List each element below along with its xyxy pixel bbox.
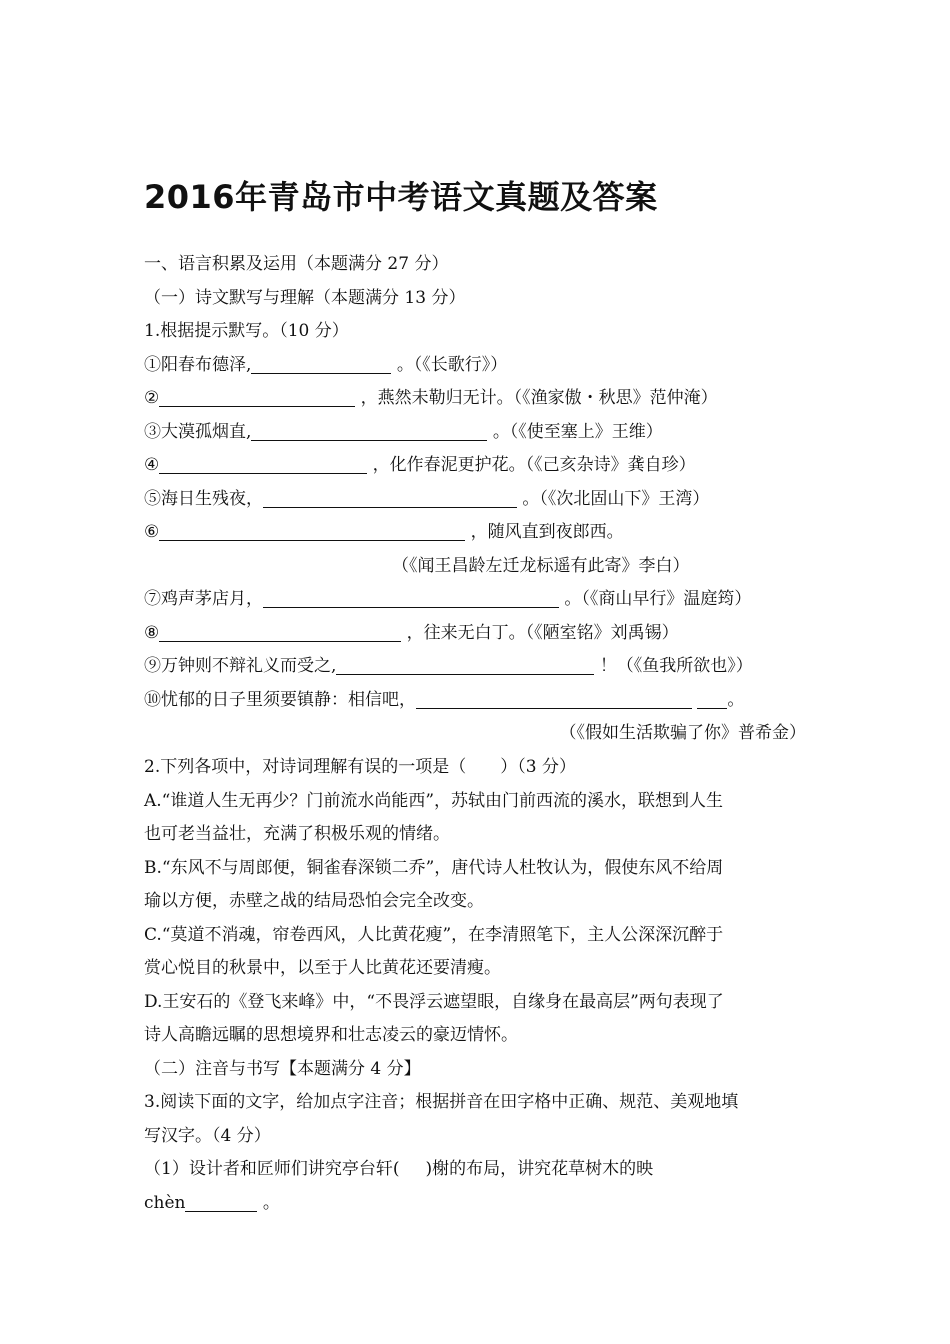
answer-blank[interactable]: [251, 422, 487, 441]
question-3-stem-line2: 写汉字。（4 分）: [144, 1126, 271, 1146]
item-text: ①阳春布德泽,: [144, 355, 252, 375]
answer-blank[interactable]: [159, 623, 401, 642]
item-text: ⑨万钟则不辩礼义而受之,: [144, 656, 337, 676]
item-text: ②: [144, 388, 160, 408]
option-a-line2: 也可老当益壮，充满了积极乐观的情绪。: [144, 824, 450, 844]
item-text: ④: [144, 455, 160, 475]
item-source: 。（《商山早行》温庭筠）: [564, 589, 752, 609]
option-a-line1: A.“谁道人生无再少？门前流水尚能西”，苏轼由门前西流的溪水，联想到人生: [144, 791, 724, 811]
answer-blank[interactable]: [336, 656, 594, 675]
item-source: ，化作春泥更护花。（《己亥杂诗》龚自珍）: [372, 455, 696, 475]
answer-blank[interactable]: [159, 388, 355, 407]
item-punctuation: 。: [727, 690, 745, 710]
option-b-line2: 瑜以方便，赤壁之战的结局恐怕会完全改变。: [144, 891, 484, 911]
dictation-item-5: [144, 487, 709, 511]
option-d-line2: 诗人高瞻远瞩的思想境界和壮志凌云的豪迈情怀。: [144, 1025, 518, 1045]
item-source: ，燕然未勒归无计。（《渔家傲・秋思》范仲淹）: [360, 388, 718, 408]
answer-blank[interactable]: [416, 690, 692, 709]
dictation-item-1: [144, 353, 507, 377]
passage-punctuation: 。: [262, 1193, 280, 1213]
dictation-item-2: [144, 386, 718, 410]
dictation-item-6-source: （《闻王昌龄左迁龙标遥有此寄》李白）: [392, 556, 690, 576]
answer-blank[interactable]: [263, 489, 517, 508]
item-source: ！（《鱼我所欲也》）: [599, 656, 753, 676]
passage-text: )榭的布局，讲究花草树木的映: [425, 1159, 654, 1179]
option-c-line1: C.“莫道不消魂，帘卷西风，人比黄花瘦”，在李清照笔下，主人公深深沉醉于: [144, 925, 724, 945]
item-text: ⑧: [144, 623, 160, 643]
dictation-item-10: [144, 688, 744, 712]
subsection-heading: （一）诗文默写与理解（本题满分 13 分）: [144, 288, 466, 308]
question-1-stem: 1.根据提示默写。（10 分）: [144, 321, 349, 341]
answer-blank[interactable]: [263, 589, 559, 608]
dictation-item-10-source: （《假如生活欺骗了你》普希金）: [559, 723, 806, 743]
item-source: 。（《使至塞上》王维）: [492, 422, 663, 442]
item-text: ⑩忧郁的日子里须要镇静：相信吧，: [144, 690, 416, 710]
answer-blank[interactable]: [185, 1193, 257, 1212]
pinyin-prompt: chèn: [144, 1193, 186, 1213]
dictation-item-4: [144, 453, 696, 477]
dictation-item-7: [144, 587, 751, 611]
dictation-item-3: [144, 420, 663, 444]
question-3-stem-line1: 3.阅读下面的文字，给加点字注音；根据拼音在田字格中正确、规范、美观地填: [144, 1092, 739, 1112]
option-c-line2: 赏心悦目的秋景中，以至于人比黄花还要清瘦。: [144, 958, 501, 978]
answer-blank[interactable]: [159, 522, 465, 541]
dictation-item-8: [144, 621, 679, 645]
item-text-after: ，随风直到夜郎西。: [470, 522, 624, 542]
dictation-item-6: [144, 520, 624, 544]
item-source: 。（《长歌行》）: [396, 355, 508, 375]
question-3-passage-line2: [144, 1191, 280, 1215]
answer-blank[interactable]: [159, 455, 367, 474]
item-text: ⑥: [144, 522, 160, 542]
passage-text: （1）设计者和匠师们讲究亭台轩(: [144, 1159, 400, 1179]
answer-blank[interactable]: [251, 355, 391, 374]
item-text: ⑦鸡声茅店月，: [144, 589, 263, 609]
item-source: ，往来无白丁。（《陋室铭》刘禹锡）: [406, 623, 679, 643]
question-3-passage-line1: [144, 1157, 653, 1181]
item-text: ③大漠孤烟直,: [144, 422, 252, 442]
dictation-item-9: [144, 654, 753, 678]
section-heading: 一、语言积累及运用（本题满分 27 分）: [144, 254, 449, 274]
page-title: 2016年青岛市中考语文真题及答案: [144, 178, 658, 216]
item-source: 。（《次北固山下》王湾）: [522, 489, 710, 509]
answer-blank-extension[interactable]: [697, 690, 727, 709]
item-text: ⑤海日生残夜，: [144, 489, 263, 509]
option-b-line1: B.“东风不与周郎便，铜雀春深锁二乔”，唐代诗人杜牧认为，假使东风不给周: [144, 858, 724, 878]
option-d-line1: D.王安石的《登飞来峰》中，“不畏浮云遮望眼，自缘身在最高层”两句表现了: [144, 992, 724, 1012]
question-2-stem: 2.下列各项中，对诗词理解有误的一项是（ ）（3 分）: [144, 757, 576, 777]
subsection-heading-2: （二）注音与书写【本题满分 4 分】: [144, 1059, 421, 1079]
